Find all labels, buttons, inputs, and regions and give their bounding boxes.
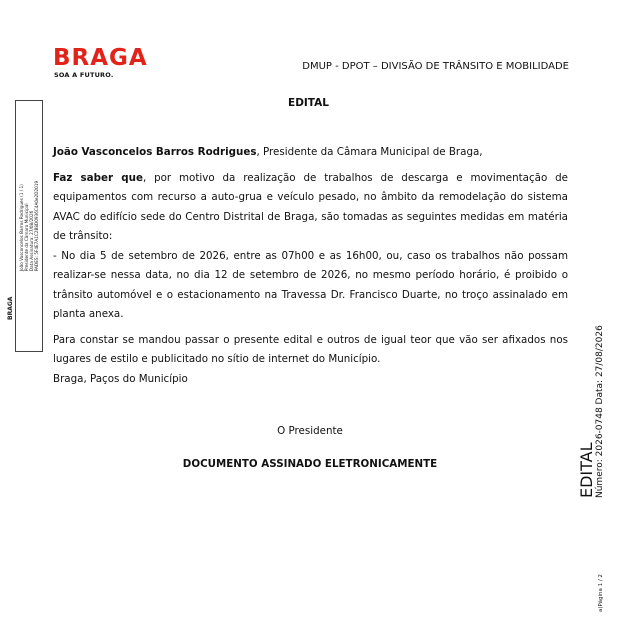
side-number-date: Número: 2026-0748 Data: 27/08/2026 bbox=[595, 325, 605, 498]
logo-wordmark: BRAGA bbox=[53, 45, 148, 71]
department-header: DMUP - DPOT – DIVISÃO DE TRÂNSITO E MOBILIDADE bbox=[302, 61, 569, 72]
logo-tagline: SOA A FUTURO. bbox=[54, 71, 114, 79]
opening-paragraph bbox=[53, 143, 568, 163]
stamp-line: PADES: 5F4E7A1C2B8D0936C4A0e2D2019 bbox=[34, 180, 39, 272]
page-indicator: a)Página 1 / 2 bbox=[598, 574, 604, 612]
braga-logo bbox=[53, 45, 153, 81]
closing-paragraph: Para constar se mandou passar o presente edital e outros de igual teor que vão ser afixados nos lugares de estilo e publicitado no sítio de internet do Município. bbox=[53, 333, 568, 365]
signer-name: João Vasconcelos Barros Rodrigues bbox=[53, 146, 257, 158]
stamp-line: Data Assinatura: 27/08/2026 bbox=[29, 210, 34, 272]
stamp-line: Presidente da Câmara Municipal bbox=[24, 203, 29, 272]
place-line: Braga, Paços do Município bbox=[53, 372, 188, 385]
paragraph-text: , por motivo da realização de trabalhos de descarga e movimentação de equipamentos com recurso a auto-grua e veículo pesado, no âmbito da remodelação do sistema AVAC do edifício sede do Centro Distrital de Braga, são tomadas as seguintes medidas em matéria de trânsito: bbox=[53, 171, 568, 242]
signature-stamp bbox=[15, 100, 43, 352]
signer-role: , Presidente da Câmara Municipal de Braga, bbox=[256, 146, 483, 158]
stamp-text bbox=[19, 181, 39, 271]
document-body bbox=[53, 143, 568, 389]
signature-notice: DOCUMENTO ASSINADO ELETRONICAMENTE bbox=[182, 458, 438, 470]
main-paragraph bbox=[53, 169, 568, 247]
lead-phrase: Faz saber que bbox=[53, 171, 143, 184]
stamp-logo-text: BRAGA bbox=[7, 296, 14, 320]
measure-paragraph: - No dia 5 de setembro de 2026, entre as 07h00 e as 16h00, ou, caso os trabalhos não possam realizar-se nessa data, no dia 12 de setembro de 2026, no mesmo período horário, é proibido o trânsito automóvel e o estacionamento na Travessa Dr. Francisco Duarte, no troço assinalado em planta anexa. bbox=[53, 249, 568, 320]
side-edital-label: EDITAL bbox=[577, 442, 596, 498]
stamp-line: João Vasconcelos Barros Rodrigues (1 / 1) bbox=[19, 184, 24, 272]
signature-label: O Presidente bbox=[277, 425, 343, 437]
document-title: EDITAL bbox=[288, 97, 329, 109]
